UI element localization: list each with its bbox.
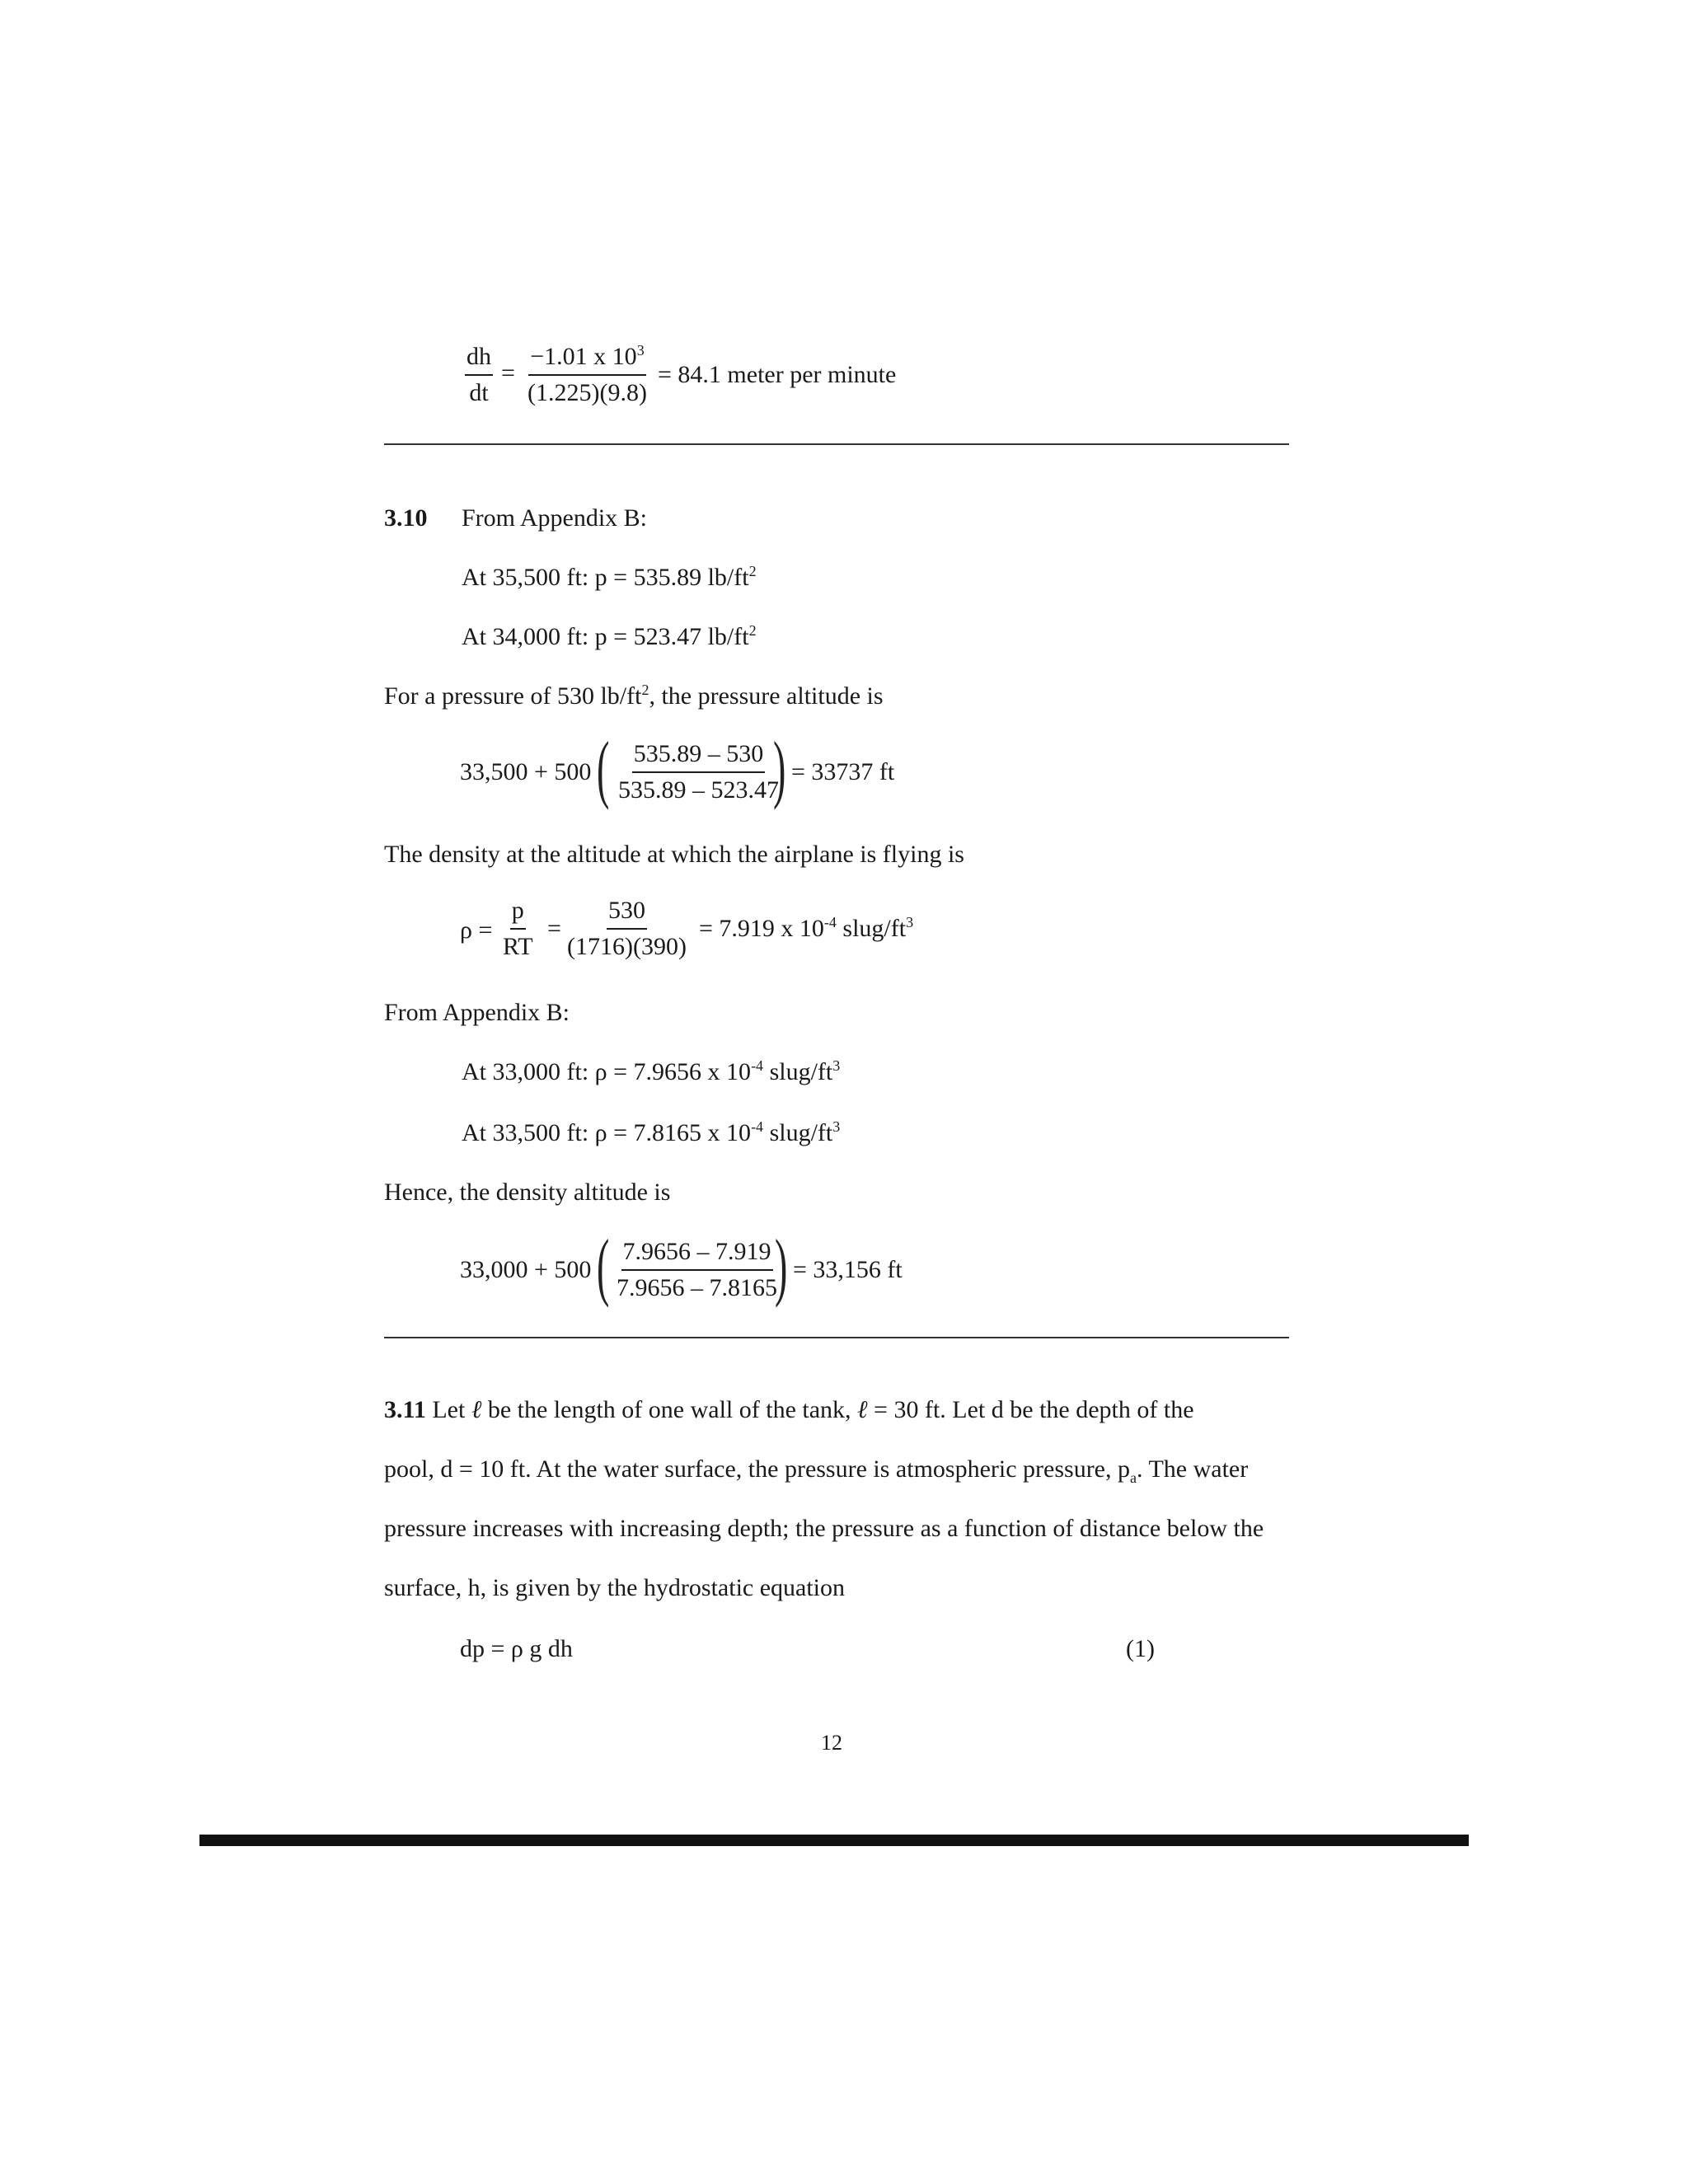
hydrostatic-equation: dp = ρ g dh — [460, 1635, 573, 1662]
paragraph-line: At 35,500 ft: p = 535.89 $lb/ft^2$ — [462, 563, 757, 591]
fraction-denominator: 535.89 – 523.47 — [618, 776, 779, 804]
fraction-density-value — [567, 898, 687, 959]
fraction-numerator: 535.89 – 530 — [632, 742, 766, 773]
equation-result: = 7.919 x $10^{-4}$ slug/$ft^3$ — [699, 914, 914, 942]
paragraph-line: Hence, the density altitude is — [384, 1179, 671, 1206]
paragraph-line: The density at the altitude at which the airplane is flying is — [384, 841, 964, 868]
fraction-pressure-altitude — [618, 742, 779, 803]
fraction-numerator: p — [510, 898, 526, 930]
equation-number: (1) — [1126, 1635, 1155, 1662]
problem-label-3-10: 3.10 — [384, 504, 428, 532]
fraction-denominator: dt — [469, 379, 489, 406]
fraction-dh-dt — [465, 344, 493, 405]
fraction-p-over-rt — [503, 898, 533, 959]
page-bottom-bar — [199, 1835, 1469, 1846]
equation-result: = 33737 ft — [791, 758, 895, 785]
paragraph-line: For a pressure of 530 $lb/ft^2$, the pressure altitude is — [384, 682, 884, 710]
problem-label-3-11: 3.11 — [384, 1396, 426, 1423]
page-number: 12 — [821, 1731, 842, 1755]
fraction-numerator: 530 — [607, 898, 647, 930]
paragraph-line: surface, h, is given by the hydrostatic equation — [384, 1574, 846, 1601]
equation-lead: ρ = — [460, 916, 493, 944]
fraction-density-altitude — [617, 1240, 777, 1301]
equation-lead: 33,500 + 500 — [460, 758, 592, 785]
fraction-denominator: RT — [503, 933, 533, 960]
section-divider — [384, 443, 1289, 445]
paragraph-line: pool, d = 10 ft. At the water surface, the pressure is atmospheric pressure, $p_a$. The water — [384, 1455, 1249, 1486]
paragraph-line: At 34,000 ft: p = 523.47 $lb/ft^2$ — [462, 622, 757, 650]
section-divider — [384, 1337, 1289, 1338]
fraction-numerator: −1.01 x $10^3$ — [528, 344, 645, 376]
paragraph-line: At 33,000 ft: ρ = 7.9656 x $10^{-4}$ slug/$ft^3$ — [462, 1057, 841, 1085]
paragraph-line: From Appendix B: — [384, 999, 570, 1026]
fraction-numerator: dh — [465, 344, 493, 376]
equation-result: = 84.1 meter per minute — [658, 361, 897, 388]
paragraph-line: pressure increases with increasing depth; the pressure as a function of distance below the — [384, 1515, 1264, 1542]
right-parenthesis: ) — [775, 1224, 788, 1308]
equation-lead: 33,000 + 500 — [460, 1256, 592, 1283]
left-parenthesis: ( — [597, 726, 610, 810]
paragraph-line: At 33,500 ft: ρ = 7.8165 x $10^{-4}$ slug/$ft^3$ — [462, 1118, 841, 1146]
fraction-numerator: 7.9656 – 7.919 — [621, 1240, 773, 1271]
fraction-denominator: 7.9656 – 7.8165 — [617, 1274, 777, 1301]
paragraph-line: 3.11 Let ℓ be the length of one wall of the tank, ℓ = 30 ft. Let d be the depth of the — [384, 1396, 1194, 1423]
equals-sign: = — [547, 915, 561, 942]
fraction-denominator: (1716)(390) — [567, 933, 687, 960]
left-parenthesis: ( — [597, 1224, 610, 1308]
equals-sign: = — [501, 359, 515, 387]
fraction-denominator: (1.225)(9.8) — [528, 379, 647, 406]
fraction-dhdt-value — [528, 344, 647, 405]
paragraph-line: From Appendix B: — [462, 504, 648, 532]
equation-result: = 33,156 ft — [793, 1256, 903, 1283]
right-parenthesis: ) — [773, 726, 786, 810]
